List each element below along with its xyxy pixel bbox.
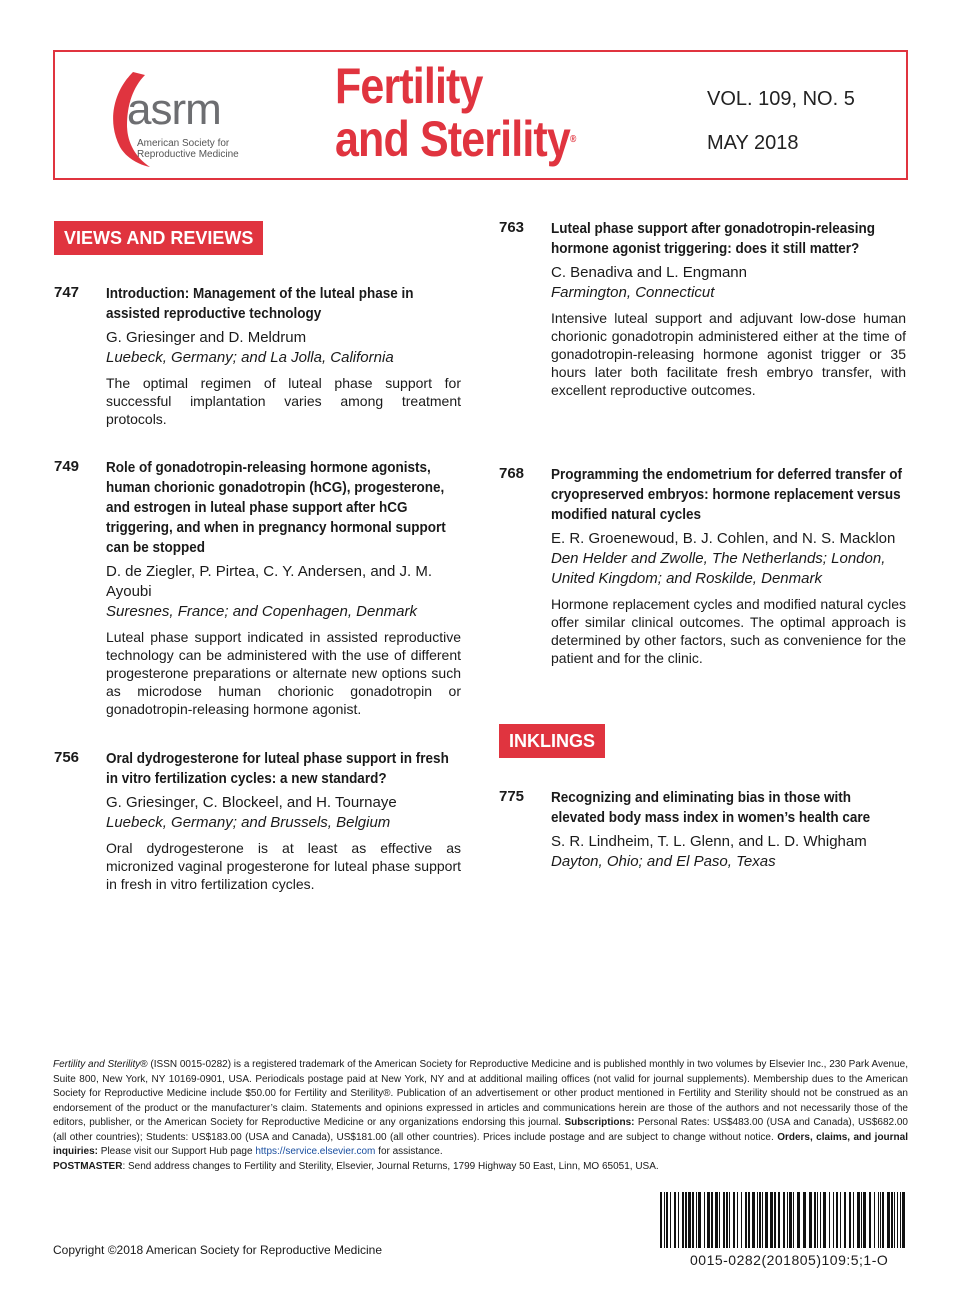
volume-number: VOL. 109, NO. 5 (707, 88, 855, 110)
page-number: 763 (499, 219, 525, 236)
article-title[interactable]: Role of gonadotropin-releasing hormone agonists, human chorionic gonadotropin (hCG), progesterone, and estrogen in luteal phase support after hCG triggering, and when in pregnancy hormonal support can be stopped (106, 459, 446, 556)
article-abstract: Intensive luteal support and adjuvant low-dose human chorionic gonadotropin administered either at the time of gonadotropin-releasing hormone agonist trigger or 35 hours later both facilitate fresh embryo transfer, with excellent reproductive outcomes. (551, 310, 906, 398)
article-location: Luebeck, Germany; and Brussels, Belgium (106, 814, 391, 831)
article-title[interactable]: Luteal phase support after gonadotropin-releasing hormone agonist triggering: does it still matter? (551, 220, 876, 257)
article-location: Farmington, Connecticut (551, 284, 715, 301)
article-title[interactable]: Oral dydrogesterone for luteal phase support in fresh in vitro fertilization cycles: a new standard? (106, 750, 449, 787)
article-location: Den Helder and Zwolle, The Netherlands; London, United Kingdom; and Roskilde, Denmark (551, 550, 886, 587)
article-authors: D. de Ziegler, P. Pirtea, C. Y. Andersen, and J. M. Ayoubi (106, 563, 433, 600)
barcode-icon (660, 1192, 907, 1248)
journal-header (53, 50, 908, 180)
journal-title: Fertility and Sterility® (335, 58, 576, 167)
page-number: 747 (54, 284, 80, 301)
article-abstract: Hormone replacement cycles and modified natural cycles offer similar clinical outcomes. The optimal approach is determined by other factors, such as convenience for the patient and for the clinic. (551, 596, 906, 666)
issue-date: MAY 2018 (707, 132, 799, 154)
article-authors: G. Griesinger and D. Meldrum (106, 329, 307, 346)
article-authors: G. Griesinger, C. Blockeel, and H. Tournaye (106, 794, 397, 811)
section-views-and-reviews: VIEWS AND REVIEWS (54, 221, 263, 255)
asrm-wordmark: asrm (127, 85, 221, 134)
asrm-subtitle: American Society for Reproductive Medicine (137, 138, 239, 160)
article-title[interactable]: Programming the endometrium for deferred transfer of cryopreserved embryos: hormone replacement versus modified natural cycles (551, 466, 903, 523)
article-abstract: Oral dydrogesterone is at least as effective as micronized vaginal progesterone for luteal phase support in fresh in vitro fertilization cycles. (106, 840, 461, 892)
article-title[interactable]: Introduction: Management of the luteal phase in assisted reproductive technology (106, 285, 414, 322)
page-number: 756 (54, 749, 80, 766)
barcode-number: 0015-0282(201805)109:5;1-O (690, 1252, 889, 1268)
article-location: Dayton, Ohio; and El Paso, Texas (551, 853, 776, 870)
page-number: 775 (499, 788, 525, 805)
article-location: Luebeck, Germany; and La Jolla, California (106, 349, 394, 366)
article-authors: C. Benadiva and L. Engmann (551, 264, 747, 281)
publication-footnote: Fertility and Sterility® (ISSN 0015-0282) is a registered trademark of the American Society for Reproductive Medicine and is published monthly in two volumes by Elsevier Inc., 230 Park Avenue, Suite 800, New York, NY 10169-0901, USA. Periodicals postage paid at New York, NY and at additional mailing offices (not valid for journal supplements). Membership dues to the American Society for Reproductive Medicine include $50.00 for Fertility and Sterility®. Publication of an advertisement or other product mentioned in Fertility and Sterility should not be construed as an endorsement of the product or the manufacturer’s claim. Statements and opinions expressed in articles and communications herein are those of the authors and not necessarily those of the editors, publisher, or the American Society for Reproductive Medicine or any organizations endorsing this journal. Subscriptions: Personal Rates: US$483.00 (USA and Canada), US$682.00 (all other countries); Students: US$183.00 (USA and Canada), US$181.00 (all other countries). Prices include postage and are subject to change without notice. Orders, claims, and journal inquiries: Please visit our Support Hub page https://service.elsevier.com for assistance. POSTMASTER: Send address changes to Fertility and Sterility, Elsevier, Journal Returns, 1799 Highway 50 East, Linn, MO 65051, USA. (53, 1059, 908, 1172)
article-location: Suresnes, France; and Copenhagen, Denmark (106, 603, 418, 620)
page-number: 749 (54, 458, 80, 475)
page-number: 768 (499, 465, 525, 482)
article-title[interactable]: Recognizing and eliminating bias in those with elevated body mass index in women’s health care (551, 789, 871, 826)
article-abstract: Luteal phase support indicated in assisted reproductive technology can be administered with the use of different progesterone preparations or alternate new options such as microdose human chorionic gonadotropin or gonadotropin-releasing hormone agonist. (106, 629, 461, 717)
article-abstract: The optimal regimen of luteal phase support for successful implantation varies among treatment protocols. (106, 375, 461, 427)
article-authors: S. R. Lindheim, T. L. Glenn, and L. D. Whigham (551, 833, 867, 850)
section-inklings: INKLINGS (499, 724, 605, 758)
article-authors: E. R. Groenewoud, B. J. Cohlen, and N. S. Macklon (551, 530, 896, 547)
support-hub-link[interactable]: https://service.elsevier.com (255, 1146, 376, 1157)
copyright-notice: Copyright ©2018 American Society for Reproductive Medicine (53, 1243, 383, 1257)
